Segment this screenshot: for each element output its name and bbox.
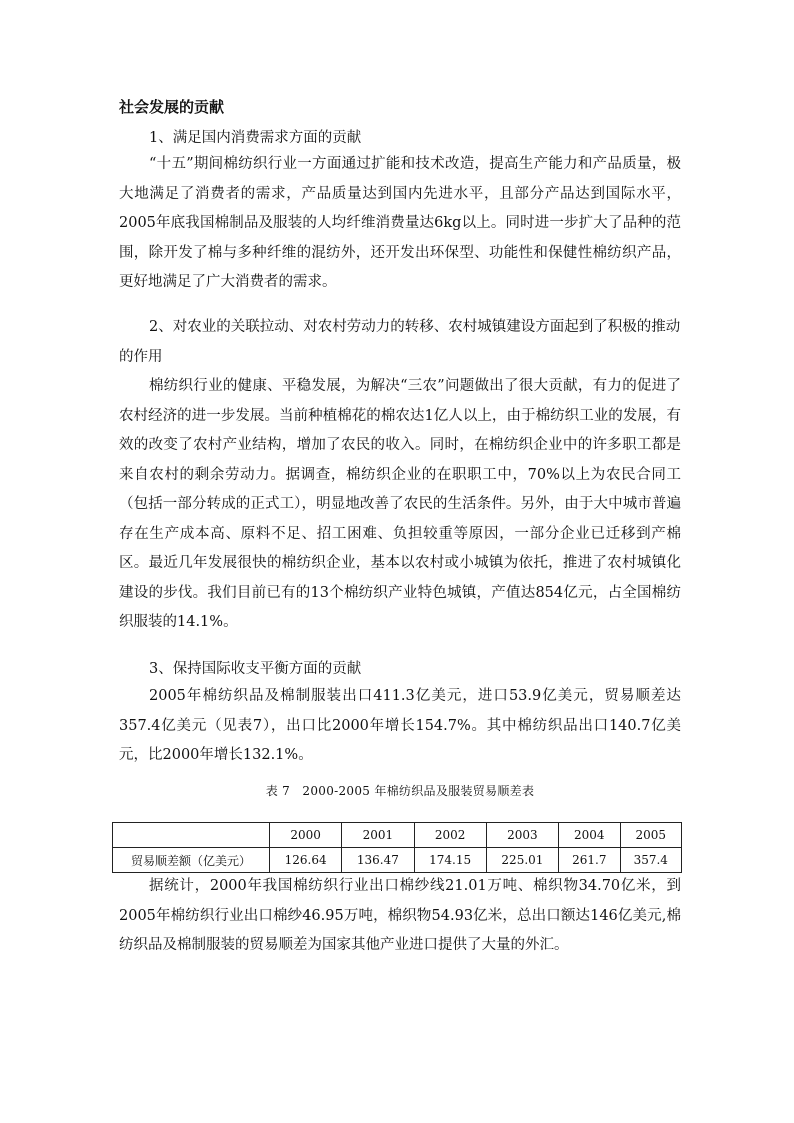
subheading-domestic-demand: 1、满足国内消费需求方面的贡献 (149, 130, 362, 146)
value-cell: 357.4 (620, 848, 682, 873)
subheading-balance-of-payments: 3、保持国际收支平衡方面的贡献 (149, 661, 362, 677)
year-header-cell: 2000 (270, 823, 342, 848)
subheading-agriculture: 2、对农业的关联拉动、对农村劳动力的转移、农村城镇建设方面起到了积极的推动的作用 (119, 319, 681, 365)
value-cell: 225.01 (486, 848, 558, 873)
paragraph-domestic-demand: “十五”期间棉纺织行业一方面通过扩能和技术改造，提高生产能力和产品质量，极大地满足了消费者的需求，产品质量达到国内先进水平，且部分产品达到国际水平，2005年底我国棉制品及服装的人均纤维消费量达6kg以上。同时进一步扩大了品种的范围，除开发了棉与多种纤维的混纺外，还开发出环保型、功能性和保健性棉纺织产品，更好地满足了广大消费者的需求。 (119, 156, 681, 290)
paragraph-balance-of-payments: 2005年棉纺织品及棉制服装出口411.3亿美元，进口53.9亿美元，贸易顺差达357.4亿美元（见表7），出口比2000年增长154.7%。其中棉纺织品出口140.7亿美元，比2000年增长132.1%。 (119, 688, 681, 763)
year-header-cell: 2001 (342, 823, 414, 848)
value-cell: 126.64 (270, 848, 342, 873)
year-header-cell: 2002 (414, 823, 486, 848)
section-title: 社会发展的贡献 (119, 98, 225, 116)
value-cell: 136.47 (342, 848, 414, 873)
paragraph-agriculture: 棉纺织行业的健康、平稳发展，为解决“三农”问题做出了很大贡献，有力的促进了农村经济的进一步发展。当前种植棉花的棉农达1亿人以上，由于棉纺织工业的发展，有效的改变了农村产业结构，增加了农民的收入。同时，在棉纺织企业中的许多职工都是来自农村的剩余劳动力。据调查，棉纺织企业的在职职工中，70%以上为农民合同工（包括一部分转成的正式工），明显地改善了农民的生活条件。另外，由于大中城市普遍存在生产成本高、原料不足、招工困难、负担较重等原因，一部分企业已迁移到产棉区。最近几年发展很快的棉纺织企业，基本以农村或小城镇为依托，推进了农村城镇化建设的步伐。我们目前已有的13个棉纺织产业特色城镇，产值达854亿元，占全国棉纺织服装的14.1%。 (119, 378, 681, 630)
value-cell: 174.15 (414, 848, 486, 873)
table-corner-cell (113, 823, 270, 848)
year-header-cell: 2003 (486, 823, 558, 848)
table-header-row (113, 823, 682, 848)
row-label-cell: 贸易顺差额（亿美元） (113, 848, 270, 873)
year-header-cell: 2005 (620, 823, 682, 848)
trade-surplus-table (112, 822, 682, 873)
year-header-cell: 2004 (559, 823, 620, 848)
value-cell: 261.7 (559, 848, 620, 873)
closing-paragraph: 据统计，2000年我国棉纺织行业出口棉纱线21.01万吨、棉织物34.70亿米，到2005年棉纺织行业出口棉纱46.95万吨，棉织物54.93亿米，总出口额达146亿美元,棉纺织品及棉制服装的贸易顺差为国家其他产业进口提供了大量的外汇。 (119, 878, 681, 953)
table-caption: 表 7 2000-2005 年棉纺织品及服装贸易顺差表 (265, 784, 535, 798)
table-row (113, 848, 682, 873)
